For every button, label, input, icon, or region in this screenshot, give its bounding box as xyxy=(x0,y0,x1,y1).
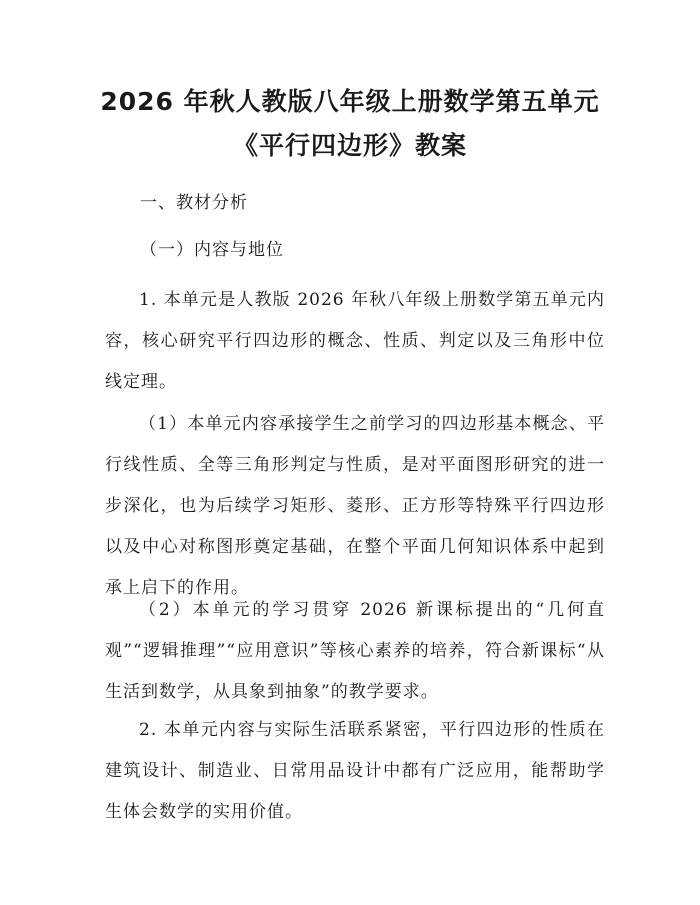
paragraph-4: 2. 本单元内容与实际生活联系紧密，平行四边形的性质在建筑设计、制造业、日常用品设计中都有广泛应用，能帮助学生体会数学的实用价值。 xyxy=(105,720,605,822)
document-title-line-2: 《平行四边形》教案 xyxy=(232,131,467,160)
paragraph-3: （2）本单元的学习贯穿 2026 新课标提出的“几何直观”“逻辑推理”“应用意识”等核心素养的培养，符合新课标“从生活到数学，从具象到抽象”的教学要求。 xyxy=(105,600,605,702)
section-heading: 一、教材分析 xyxy=(140,193,248,213)
paragraph-2: （1）本单元内容承接学生之前学习的四边形基本概念、平行线性质、全等三角形判定与性质，是对平面图形研究的进一步深化，也为后续学习矩形、菱形、正方形等特殊平行四边形以及中心对称图形奠定基础，在整个平面几何知识体系中起到承上启下的作用。 xyxy=(105,414,605,598)
subsection-heading: （一）内容与地位 xyxy=(140,240,284,260)
document-title-line-1: 2026 年秋人教版八年级上册数学第五单元 xyxy=(100,87,600,116)
paragraph-1: 1. 本单元是人教版 2026 年秋八年级上册数学第五单元内容，核心研究平行四边形的概念、性质、判定以及三角形中位线定理。 xyxy=(105,290,605,392)
